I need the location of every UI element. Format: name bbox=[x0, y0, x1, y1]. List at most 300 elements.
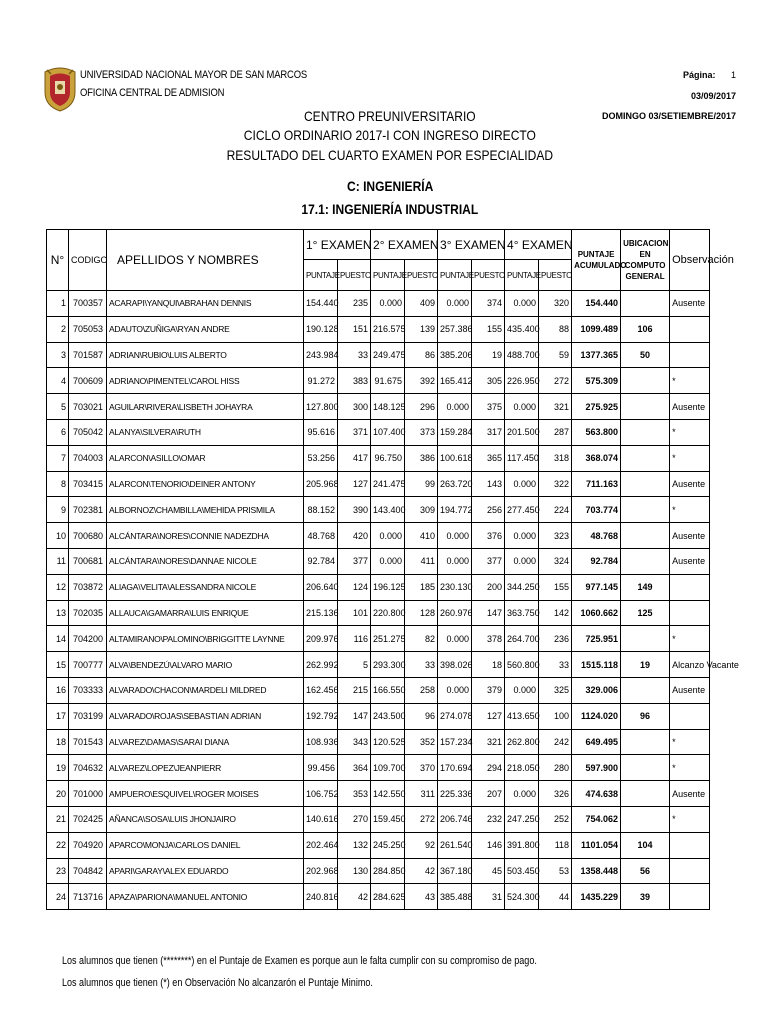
exam4-place-cell: 142 bbox=[539, 600, 572, 626]
exam1-score-cell: 240.816 bbox=[304, 884, 338, 910]
total-score-cell: 368.074 bbox=[572, 445, 621, 471]
student-name-cell: APARI\GARAY\ALEX EDUARDO bbox=[107, 858, 304, 884]
ranking-cell: 56 bbox=[621, 858, 670, 884]
observation-header: Observación bbox=[670, 230, 710, 291]
exam3-place-cell: 378 bbox=[472, 626, 505, 652]
exam3-place-cell: 143 bbox=[472, 471, 505, 497]
ranking-cell bbox=[621, 523, 670, 549]
student-code-cell: 704842 bbox=[69, 858, 107, 884]
exam3-score-cell: 225.336 bbox=[438, 781, 472, 807]
exam3-place-cell: 147 bbox=[472, 600, 505, 626]
observation-cell: Ausente bbox=[670, 394, 710, 420]
exam4-place-cell: 326 bbox=[539, 781, 572, 807]
student-name-cell: ALIAGA\VELITA\ALESSANDRA NICOLE bbox=[107, 574, 304, 600]
ranking-cell bbox=[621, 445, 670, 471]
exam3-place-cell: 256 bbox=[472, 497, 505, 523]
student-name-cell: ALVA\BENDEZÚ\ALVARO MARIO bbox=[107, 652, 304, 678]
exam4-place-cell: 324 bbox=[539, 548, 572, 574]
exam2-score-cell: 196.125 bbox=[371, 574, 405, 600]
exam1-place-cell: 101 bbox=[338, 600, 371, 626]
table-row bbox=[47, 368, 710, 394]
exam4-score-cell: 0.000 bbox=[505, 471, 539, 497]
student-name-cell: AÑANCA\SOSA\LUIS JHONJAIRO bbox=[107, 806, 304, 832]
exam4-score-cell: 277.450 bbox=[505, 497, 539, 523]
row-number-cell: 18 bbox=[47, 729, 69, 755]
row-number-cell: 20 bbox=[47, 781, 69, 807]
total-score-cell: 1060.662 bbox=[572, 600, 621, 626]
total-score-cell: 1435.229 bbox=[572, 884, 621, 910]
table-row bbox=[47, 394, 710, 420]
observation-cell bbox=[670, 574, 710, 600]
exam3-place-cell: 374 bbox=[472, 291, 505, 317]
exam2-score-cell: 0.000 bbox=[371, 291, 405, 317]
place-header: PUESTO bbox=[472, 260, 505, 291]
exam3-place-cell: 365 bbox=[472, 445, 505, 471]
student-code-cell: 700609 bbox=[69, 368, 107, 394]
exam3-score-cell: 157.234 bbox=[438, 729, 472, 755]
exam4-place-cell: 44 bbox=[539, 884, 572, 910]
exam4-score-cell: 218.050 bbox=[505, 755, 539, 781]
exam4-score-cell: 560.800 bbox=[505, 652, 539, 678]
table-row bbox=[47, 832, 710, 858]
exam3-place-cell: 146 bbox=[472, 832, 505, 858]
observation-cell bbox=[670, 884, 710, 910]
exam2-score-cell: 0.000 bbox=[371, 548, 405, 574]
exam2-place-cell: 392 bbox=[405, 368, 438, 394]
exam2-place-cell: 185 bbox=[405, 574, 438, 600]
student-name-cell: ALLAUCA\GAMARRA\LUIS ENRIQUE bbox=[107, 600, 304, 626]
exam1-score-cell: 243.984 bbox=[304, 342, 338, 368]
exam4-score-cell: 344.250 bbox=[505, 574, 539, 600]
total-score-cell: 649.495 bbox=[572, 729, 621, 755]
exam4-place-cell: 280 bbox=[539, 755, 572, 781]
footnote-minimum: Los alumnos que tienen (*) en Observación No alcanzarón el Puntaje Minimo. bbox=[62, 977, 373, 989]
exam3-place-cell: 376 bbox=[472, 523, 505, 549]
exam1-place-cell: 132 bbox=[338, 832, 371, 858]
student-code-cell: 704920 bbox=[69, 832, 107, 858]
exam1-place-cell: 300 bbox=[338, 394, 371, 420]
exam1-score-cell: 53.256 bbox=[304, 445, 338, 471]
results-table bbox=[46, 229, 739, 910]
exam1-score-cell: 91.272 bbox=[304, 368, 338, 394]
exam1-place-cell: 116 bbox=[338, 626, 371, 652]
ranking-cell bbox=[621, 291, 670, 317]
ranking-cell: 39 bbox=[621, 884, 670, 910]
exam1-score-cell: 140.616 bbox=[304, 806, 338, 832]
exam1-score-cell: 192.792 bbox=[304, 703, 338, 729]
score-header: PUNTAJE bbox=[505, 260, 539, 291]
exam1-place-cell: 130 bbox=[338, 858, 371, 884]
exam1-score-cell: 190.128 bbox=[304, 316, 338, 342]
exam1-score-cell: 106.752 bbox=[304, 781, 338, 807]
exam4-place-cell: 272 bbox=[539, 368, 572, 394]
row-number-cell: 10 bbox=[47, 523, 69, 549]
exam1-score-cell: 215.136 bbox=[304, 600, 338, 626]
exam3-score-cell: 230.130 bbox=[438, 574, 472, 600]
exam1-place-cell: 235 bbox=[338, 291, 371, 317]
exam2-place-cell: 42 bbox=[405, 858, 438, 884]
exam2-score-cell: 142.550 bbox=[371, 781, 405, 807]
total-score-cell: 575.309 bbox=[572, 368, 621, 394]
exam1-place-cell: 42 bbox=[338, 884, 371, 910]
ranking-cell bbox=[621, 419, 670, 445]
student-code-cell: 704003 bbox=[69, 445, 107, 471]
institution-name: UNIVERSIDAD NACIONAL MAYOR DE SAN MARCOS bbox=[80, 69, 308, 81]
footnote-payment: Los alumnos que tienen (********) en el Puntaje de Examen es porque aun le falta cumplir con su compromiso de pago. bbox=[62, 955, 537, 967]
observation-cell bbox=[670, 832, 710, 858]
table-row bbox=[47, 677, 710, 703]
exam3-score-cell: 0.000 bbox=[438, 548, 472, 574]
student-name-cell: ALCÁNTARA\NORES\DANNAE NICOLE bbox=[107, 548, 304, 574]
student-name-cell: ALVAREZ\DAMAS\SARAI DIANA bbox=[107, 729, 304, 755]
exam4-place-cell: 320 bbox=[539, 291, 572, 317]
exam2-score-cell: 245.250 bbox=[371, 832, 405, 858]
exam3-score-cell: 0.000 bbox=[438, 626, 472, 652]
student-code-cell: 701587 bbox=[69, 342, 107, 368]
table-row bbox=[47, 626, 710, 652]
table-row bbox=[47, 419, 710, 445]
exam4-place-cell: 252 bbox=[539, 806, 572, 832]
col-code-header: CODIGO bbox=[69, 230, 107, 291]
row-number-cell: 1 bbox=[47, 291, 69, 317]
exam2-score-cell: 143.400 bbox=[371, 497, 405, 523]
university-seal-icon bbox=[43, 66, 77, 112]
exam2-score-cell: 107.400 bbox=[371, 419, 405, 445]
exam4-score-cell: 413.650 bbox=[505, 703, 539, 729]
total-score-cell: 474.638 bbox=[572, 781, 621, 807]
exam3-score-cell: 260.976 bbox=[438, 600, 472, 626]
student-code-cell: 703333 bbox=[69, 677, 107, 703]
ranking-cell bbox=[621, 471, 670, 497]
exam2-place-cell: 311 bbox=[405, 781, 438, 807]
exam4-place-cell: 53 bbox=[539, 858, 572, 884]
student-code-cell: 700681 bbox=[69, 548, 107, 574]
cycle-title: CICLO ORDINARIO 2017-I CON INGRESO DIRECTO bbox=[243, 127, 537, 143]
student-name-cell: APAZA\PARIONA\MANUEL ANTONIO bbox=[107, 884, 304, 910]
exam4-header: 4° EXAMEN bbox=[505, 230, 572, 260]
exam4-score-cell: 0.000 bbox=[505, 291, 539, 317]
row-number-cell: 8 bbox=[47, 471, 69, 497]
observation-cell bbox=[670, 600, 710, 626]
student-name-cell: ALBORNOZ\CHAMBILLA\MEHIDA PRISMILA bbox=[107, 497, 304, 523]
table-row bbox=[47, 523, 710, 549]
table-row bbox=[47, 445, 710, 471]
exam2-score-cell: 241.475 bbox=[371, 471, 405, 497]
exam2-score-cell: 159.450 bbox=[371, 806, 405, 832]
ranking-cell bbox=[621, 497, 670, 523]
exam2-place-cell: 409 bbox=[405, 291, 438, 317]
exam1-score-cell: 205.968 bbox=[304, 471, 338, 497]
student-code-cell: 702425 bbox=[69, 806, 107, 832]
row-number-cell: 3 bbox=[47, 342, 69, 368]
exam3-score-cell: 367.180 bbox=[438, 858, 472, 884]
student-name-cell: ALVARADO\ROJAS\SEBASTIAN ADRIAN bbox=[107, 703, 304, 729]
exam4-place-cell: 287 bbox=[539, 419, 572, 445]
total-score-cell: 1099.489 bbox=[572, 316, 621, 342]
exam-day: DOMINGO 03/SETIEMBRE/2017 bbox=[601, 111, 736, 121]
exam4-score-cell: 264.700 bbox=[505, 626, 539, 652]
exam2-place-cell: 92 bbox=[405, 832, 438, 858]
exam2-score-cell: 251.275 bbox=[371, 626, 405, 652]
exam4-score-cell: 262.800 bbox=[505, 729, 539, 755]
exam3-score-cell: 0.000 bbox=[438, 523, 472, 549]
exam1-place-cell: 215 bbox=[338, 677, 371, 703]
exam3-place-cell: 294 bbox=[472, 755, 505, 781]
student-name-cell: AGUILAR\RIVERA\LISBETH JOHAYRA bbox=[107, 394, 304, 420]
exam2-place-cell: 373 bbox=[405, 419, 438, 445]
observation-cell: * bbox=[670, 806, 710, 832]
exam3-place-cell: 377 bbox=[472, 548, 505, 574]
observation-cell: * bbox=[670, 419, 710, 445]
exam2-score-cell: 120.525 bbox=[371, 729, 405, 755]
exam2-place-cell: 272 bbox=[405, 806, 438, 832]
exam2-place-cell: 410 bbox=[405, 523, 438, 549]
observation-cell: * bbox=[670, 497, 710, 523]
exam1-score-cell: 99.456 bbox=[304, 755, 338, 781]
total-score-cell: 1358.448 bbox=[572, 858, 621, 884]
exam3-score-cell: 100.618 bbox=[438, 445, 472, 471]
ranking-header: UBICACION EN COMPUTO GENERAL bbox=[621, 230, 670, 291]
observation-cell: Ausente bbox=[670, 781, 710, 807]
exam3-score-cell: 385.206 bbox=[438, 342, 472, 368]
row-number-cell: 7 bbox=[47, 445, 69, 471]
exam1-place-cell: 353 bbox=[338, 781, 371, 807]
observation-cell bbox=[670, 858, 710, 884]
exam3-place-cell: 321 bbox=[472, 729, 505, 755]
exam4-score-cell: 488.700 bbox=[505, 342, 539, 368]
observation-cell: * bbox=[670, 368, 710, 394]
exam4-score-cell: 247.250 bbox=[505, 806, 539, 832]
exam4-score-cell: 117.450 bbox=[505, 445, 539, 471]
ranking-cell bbox=[621, 781, 670, 807]
student-name-cell: ALVAREZ\LOPEZ\JEANPIERR bbox=[107, 755, 304, 781]
report-date: 03/09/2017 bbox=[690, 91, 736, 101]
exam3-place-cell: 31 bbox=[472, 884, 505, 910]
exam3-place-cell: 127 bbox=[472, 703, 505, 729]
exam4-place-cell: 242 bbox=[539, 729, 572, 755]
student-name-cell: ALVARADO\CHACON\MARDELI MILDRED bbox=[107, 677, 304, 703]
student-code-cell: 702381 bbox=[69, 497, 107, 523]
table-row bbox=[47, 600, 710, 626]
exam4-score-cell: 0.000 bbox=[505, 394, 539, 420]
exam3-place-cell: 45 bbox=[472, 858, 505, 884]
exam2-place-cell: 309 bbox=[405, 497, 438, 523]
specialty-title: 17.1: INGENIERÍA INDUSTRIAL bbox=[301, 201, 479, 217]
col-number-header: N° bbox=[47, 230, 69, 291]
exam2-score-cell: 284.625 bbox=[371, 884, 405, 910]
ranking-cell bbox=[621, 368, 670, 394]
ranking-cell bbox=[621, 806, 670, 832]
exam1-place-cell: 420 bbox=[338, 523, 371, 549]
total-score-cell: 154.440 bbox=[572, 291, 621, 317]
exam2-score-cell: 0.000 bbox=[371, 523, 405, 549]
observation-cell: Ausente bbox=[670, 523, 710, 549]
student-name-cell: ALCÁNTARA\NORES\CONNIE NADEZDHA bbox=[107, 523, 304, 549]
exam2-score-cell: 91.675 bbox=[371, 368, 405, 394]
exam4-score-cell: 0.000 bbox=[505, 781, 539, 807]
exam2-score-cell: 284.850 bbox=[371, 858, 405, 884]
student-code-cell: 700680 bbox=[69, 523, 107, 549]
observation-cell: Ausente bbox=[670, 677, 710, 703]
exam1-score-cell: 262.992 bbox=[304, 652, 338, 678]
total-score-cell: 1377.365 bbox=[572, 342, 621, 368]
exam4-score-cell: 503.450 bbox=[505, 858, 539, 884]
row-number-cell: 19 bbox=[47, 755, 69, 781]
student-code-cell: 703199 bbox=[69, 703, 107, 729]
table-row bbox=[47, 291, 710, 317]
exam1-score-cell: 206.640 bbox=[304, 574, 338, 600]
exam1-header: 1° EXAMEN bbox=[304, 230, 371, 260]
exam1-place-cell: 124 bbox=[338, 574, 371, 600]
row-number-cell: 17 bbox=[47, 703, 69, 729]
place-header: PUESTO bbox=[405, 260, 438, 291]
ranking-cell: 125 bbox=[621, 600, 670, 626]
total-score-cell: 597.900 bbox=[572, 755, 621, 781]
exam2-header: 2° EXAMEN bbox=[371, 230, 438, 260]
exam3-score-cell: 0.000 bbox=[438, 677, 472, 703]
student-name-cell: APARCO\MONJA\CARLOS DANIEL bbox=[107, 832, 304, 858]
total-score-cell: 563.800 bbox=[572, 419, 621, 445]
exam1-place-cell: 33 bbox=[338, 342, 371, 368]
exam2-score-cell: 96.750 bbox=[371, 445, 405, 471]
exam4-score-cell: 226.950 bbox=[505, 368, 539, 394]
row-number-cell: 2 bbox=[47, 316, 69, 342]
total-score-cell: 754.062 bbox=[572, 806, 621, 832]
ranking-cell: 96 bbox=[621, 703, 670, 729]
row-number-cell: 9 bbox=[47, 497, 69, 523]
student-code-cell: 702035 bbox=[69, 600, 107, 626]
exam3-score-cell: 261.540 bbox=[438, 832, 472, 858]
total-score-cell: 711.163 bbox=[572, 471, 621, 497]
exam1-score-cell: 154.440 bbox=[304, 291, 338, 317]
exam3-place-cell: 305 bbox=[472, 368, 505, 394]
results-body bbox=[47, 291, 739, 910]
header-row-top bbox=[47, 230, 710, 260]
exam2-place-cell: 386 bbox=[405, 445, 438, 471]
exam1-place-cell: 377 bbox=[338, 548, 371, 574]
exam3-place-cell: 200 bbox=[472, 574, 505, 600]
ranking-cell bbox=[621, 626, 670, 652]
exam4-place-cell: 323 bbox=[539, 523, 572, 549]
exam4-score-cell: 0.000 bbox=[505, 523, 539, 549]
exam3-score-cell: 0.000 bbox=[438, 291, 472, 317]
exam1-place-cell: 390 bbox=[338, 497, 371, 523]
exam4-place-cell: 321 bbox=[539, 394, 572, 420]
exam4-score-cell: 435.400 bbox=[505, 316, 539, 342]
student-code-cell: 700777 bbox=[69, 652, 107, 678]
student-code-cell: 705042 bbox=[69, 419, 107, 445]
total-score-cell: 1124.020 bbox=[572, 703, 621, 729]
row-number-cell: 15 bbox=[47, 652, 69, 678]
exam2-place-cell: 139 bbox=[405, 316, 438, 342]
exam3-score-cell: 263.720 bbox=[438, 471, 472, 497]
table-row bbox=[47, 652, 710, 678]
exam4-place-cell: 88 bbox=[539, 316, 572, 342]
exam1-place-cell: 147 bbox=[338, 703, 371, 729]
exam3-place-cell: 18 bbox=[472, 652, 505, 678]
exam3-score-cell: 398.026 bbox=[438, 652, 472, 678]
table-row bbox=[47, 316, 710, 342]
exam3-score-cell: 206.746 bbox=[438, 806, 472, 832]
place-header: PUESTO bbox=[338, 260, 371, 291]
ranking-cell bbox=[621, 677, 670, 703]
observation-cell: * bbox=[670, 729, 710, 755]
observation-cell: Ausente bbox=[670, 548, 710, 574]
exam1-place-cell: 127 bbox=[338, 471, 371, 497]
page-number: 1 bbox=[731, 70, 737, 80]
exam1-score-cell: 202.464 bbox=[304, 832, 338, 858]
observation-cell: * bbox=[670, 755, 710, 781]
exam1-score-cell: 48.768 bbox=[304, 523, 338, 549]
table-row bbox=[47, 755, 710, 781]
exam1-score-cell: 92.784 bbox=[304, 548, 338, 574]
row-number-cell: 13 bbox=[47, 600, 69, 626]
total-score-cell: 703.774 bbox=[572, 497, 621, 523]
student-name-cell: ALARCON\TENORIO\DEINER ANTONY bbox=[107, 471, 304, 497]
exam2-score-cell: 216.575 bbox=[371, 316, 405, 342]
observation-cell: Ausente bbox=[670, 471, 710, 497]
table-row bbox=[47, 806, 710, 832]
exam2-score-cell: 293.300 bbox=[371, 652, 405, 678]
table-row bbox=[47, 497, 710, 523]
table-row bbox=[47, 729, 710, 755]
table-row bbox=[47, 884, 710, 910]
exam2-place-cell: 86 bbox=[405, 342, 438, 368]
exam3-score-cell: 165.412 bbox=[438, 368, 472, 394]
area-title: C: INGENIERÍA bbox=[346, 178, 434, 194]
exam4-place-cell: 59 bbox=[539, 342, 572, 368]
exam3-header: 3° EXAMEN bbox=[438, 230, 505, 260]
exam1-place-cell: 5 bbox=[338, 652, 371, 678]
total-score-cell: 48.768 bbox=[572, 523, 621, 549]
exam2-place-cell: 128 bbox=[405, 600, 438, 626]
exam1-score-cell: 95.616 bbox=[304, 419, 338, 445]
student-name-cell: ALANYA\SILVERA\RUTH bbox=[107, 419, 304, 445]
exam3-score-cell: 194.772 bbox=[438, 497, 472, 523]
total-score-cell: 1515.118 bbox=[572, 652, 621, 678]
table-row bbox=[47, 471, 710, 497]
table-row bbox=[47, 703, 710, 729]
ranking-cell bbox=[621, 755, 670, 781]
table-row bbox=[47, 781, 710, 807]
exam4-place-cell: 236 bbox=[539, 626, 572, 652]
exam3-place-cell: 317 bbox=[472, 419, 505, 445]
observation-cell: * bbox=[670, 626, 710, 652]
exam1-place-cell: 343 bbox=[338, 729, 371, 755]
exam4-score-cell: 524.300 bbox=[505, 884, 539, 910]
exam3-score-cell: 170.694 bbox=[438, 755, 472, 781]
student-code-cell: 713716 bbox=[69, 884, 107, 910]
exam3-place-cell: 375 bbox=[472, 394, 505, 420]
col-name-header: APELLIDOS Y NOMBRES bbox=[107, 230, 304, 291]
score-header: PUNTAJE bbox=[304, 260, 338, 291]
exam2-place-cell: 296 bbox=[405, 394, 438, 420]
student-code-cell: 701000 bbox=[69, 781, 107, 807]
exam1-score-cell: 88.152 bbox=[304, 497, 338, 523]
exam4-place-cell: 322 bbox=[539, 471, 572, 497]
ranking-cell: 104 bbox=[621, 832, 670, 858]
exam2-place-cell: 82 bbox=[405, 626, 438, 652]
exam3-place-cell: 19 bbox=[472, 342, 505, 368]
row-number-cell: 23 bbox=[47, 858, 69, 884]
exam1-score-cell: 108.936 bbox=[304, 729, 338, 755]
exam1-place-cell: 364 bbox=[338, 755, 371, 781]
student-name-cell: AMPUERO\ESQUIVEL\ROGER MOISES bbox=[107, 781, 304, 807]
exam1-place-cell: 151 bbox=[338, 316, 371, 342]
exam3-score-cell: 159.284 bbox=[438, 419, 472, 445]
total-score-cell: 329.006 bbox=[572, 677, 621, 703]
student-code-cell: 703021 bbox=[69, 394, 107, 420]
